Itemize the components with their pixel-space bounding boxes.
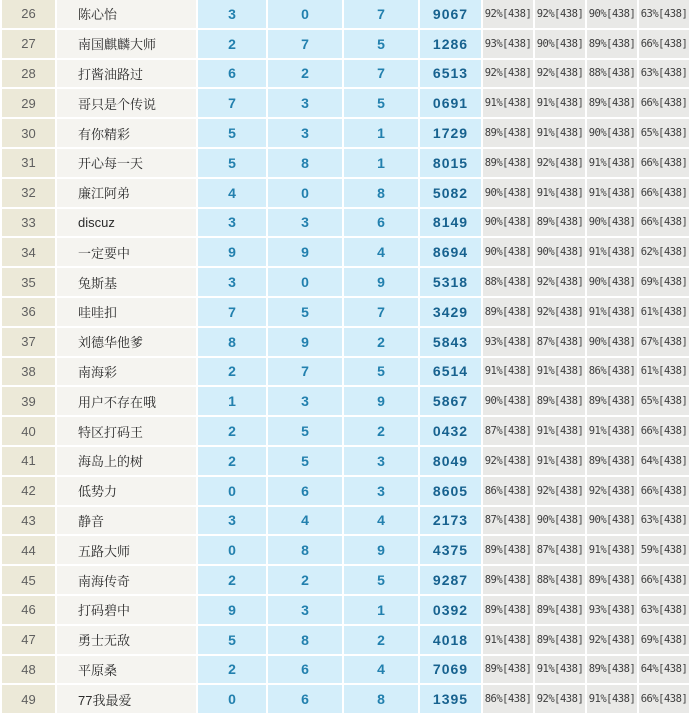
- player-name-cell: 勇士无敌: [57, 626, 196, 654]
- pick4-cell: 8149: [420, 209, 481, 237]
- stat-4-cell: 66%[438]: [639, 685, 689, 713]
- stat-3-cell: 91%[438]: [587, 417, 637, 445]
- digit-2-cell: 3: [268, 209, 342, 237]
- stat-3-cell: 89%[438]: [587, 30, 637, 58]
- rank-cell: 32: [2, 179, 55, 207]
- stat-4-cell: 66%[438]: [639, 477, 689, 505]
- table-row: [2, 656, 689, 684]
- pick4-cell: 1286: [420, 30, 481, 58]
- rank-cell: 40: [2, 417, 55, 445]
- stat-2-cell: 89%[438]: [535, 626, 585, 654]
- player-name-cell: 用户不存在哦: [57, 387, 196, 415]
- pick4-cell: 6513: [420, 60, 481, 88]
- digit-1-cell: 2: [198, 656, 266, 684]
- rank-cell: 47: [2, 626, 55, 654]
- digit-1-cell: 2: [198, 566, 266, 594]
- rank-cell: 45: [2, 566, 55, 594]
- rank-cell: 29: [2, 89, 55, 117]
- digit-2-cell: 0: [268, 179, 342, 207]
- digit-3-cell: 4: [344, 507, 418, 535]
- stat-3-cell: 89%[438]: [587, 447, 637, 475]
- pick4-cell: 8049: [420, 447, 481, 475]
- digit-3-cell: 4: [344, 238, 418, 266]
- stat-2-cell: 91%[438]: [535, 447, 585, 475]
- digit-1-cell: 7: [198, 89, 266, 117]
- digit-2-cell: 5: [268, 447, 342, 475]
- stat-4-cell: 62%[438]: [639, 238, 689, 266]
- player-name-cell: 兔斯基: [57, 268, 196, 296]
- stat-3-cell: 90%[438]: [587, 328, 637, 356]
- rank-cell: 46: [2, 596, 55, 624]
- stat-3-cell: 90%[438]: [587, 209, 637, 237]
- table-row: [2, 417, 689, 445]
- pick4-cell: 0432: [420, 417, 481, 445]
- stat-2-cell: 89%[438]: [535, 387, 585, 415]
- rank-cell: 33: [2, 209, 55, 237]
- digit-3-cell: 1: [344, 119, 418, 147]
- stat-1-cell: 89%[438]: [483, 298, 533, 326]
- stat-2-cell: 92%[438]: [535, 298, 585, 326]
- digit-1-cell: 0: [198, 477, 266, 505]
- digit-1-cell: 3: [198, 209, 266, 237]
- stat-1-cell: 91%[438]: [483, 358, 533, 386]
- digit-1-cell: 2: [198, 417, 266, 445]
- stat-4-cell: 66%[438]: [639, 417, 689, 445]
- digit-1-cell: 4: [198, 179, 266, 207]
- stat-3-cell: 89%[438]: [587, 89, 637, 117]
- stat-2-cell: 91%[438]: [535, 119, 585, 147]
- player-name-cell: 哥只是个传说: [57, 89, 196, 117]
- digit-2-cell: 3: [268, 119, 342, 147]
- player-name-cell: 有你精彩: [57, 119, 196, 147]
- pick4-cell: 2173: [420, 507, 481, 535]
- player-name-cell: 哇哇扣: [57, 298, 196, 326]
- digit-2-cell: 7: [268, 30, 342, 58]
- stat-3-cell: 91%[438]: [587, 238, 637, 266]
- pick4-cell: 1729: [420, 119, 481, 147]
- stat-4-cell: 63%[438]: [639, 596, 689, 624]
- digit-1-cell: 9: [198, 238, 266, 266]
- digit-3-cell: 5: [344, 89, 418, 117]
- player-name-cell: 廉江阿弟: [57, 179, 196, 207]
- table-row: [2, 89, 689, 117]
- stat-3-cell: 89%[438]: [587, 656, 637, 684]
- pick4-cell: 3429: [420, 298, 481, 326]
- stat-1-cell: 89%[438]: [483, 536, 533, 564]
- digit-2-cell: 9: [268, 328, 342, 356]
- stat-1-cell: 90%[438]: [483, 387, 533, 415]
- pick4-cell: 1395: [420, 685, 481, 713]
- rank-cell: 43: [2, 507, 55, 535]
- player-name-cell: 打酱油路过: [57, 60, 196, 88]
- digit-2-cell: 4: [268, 507, 342, 535]
- ranking-table-body: [2, 0, 689, 713]
- digit-1-cell: 2: [198, 358, 266, 386]
- pick4-cell: 0392: [420, 596, 481, 624]
- digit-2-cell: 0: [268, 0, 342, 28]
- stat-1-cell: 89%[438]: [483, 596, 533, 624]
- stat-2-cell: 92%[438]: [535, 60, 585, 88]
- table-row: [2, 536, 689, 564]
- stat-2-cell: 90%[438]: [535, 507, 585, 535]
- digit-3-cell: 9: [344, 536, 418, 564]
- digit-2-cell: 6: [268, 685, 342, 713]
- rank-cell: 39: [2, 387, 55, 415]
- stat-3-cell: 92%[438]: [587, 626, 637, 654]
- player-name-cell: 南国麒麟大师: [57, 30, 196, 58]
- digit-2-cell: 5: [268, 417, 342, 445]
- player-name-cell: 平原桑: [57, 656, 196, 684]
- digit-1-cell: 5: [198, 149, 266, 177]
- stat-3-cell: 90%[438]: [587, 119, 637, 147]
- rank-cell: 30: [2, 119, 55, 147]
- player-name-cell: 陈心怡: [57, 0, 196, 28]
- rank-cell: 44: [2, 536, 55, 564]
- stat-3-cell: 86%[438]: [587, 358, 637, 386]
- digit-1-cell: 3: [198, 0, 266, 28]
- stat-3-cell: 89%[438]: [587, 387, 637, 415]
- digit-1-cell: 5: [198, 119, 266, 147]
- pick4-cell: 5082: [420, 179, 481, 207]
- stat-2-cell: 87%[438]: [535, 536, 585, 564]
- pick4-cell: 5318: [420, 268, 481, 296]
- stat-3-cell: 90%[438]: [587, 507, 637, 535]
- stat-2-cell: 91%[438]: [535, 656, 585, 684]
- pick4-cell: 6514: [420, 358, 481, 386]
- player-name-cell: 静音: [57, 507, 196, 535]
- digit-2-cell: 6: [268, 477, 342, 505]
- table-row: [2, 238, 689, 266]
- stat-4-cell: 69%[438]: [639, 268, 689, 296]
- digit-2-cell: 8: [268, 536, 342, 564]
- digit-2-cell: 5: [268, 298, 342, 326]
- rank-cell: 35: [2, 268, 55, 296]
- stat-3-cell: 91%[438]: [587, 179, 637, 207]
- digit-3-cell: 4: [344, 656, 418, 684]
- stat-1-cell: 91%[438]: [483, 89, 533, 117]
- player-name-cell: 五路大师: [57, 536, 196, 564]
- pick4-cell: 9287: [420, 566, 481, 594]
- digit-1-cell: 9: [198, 596, 266, 624]
- digit-1-cell: 0: [198, 685, 266, 713]
- digit-3-cell: 3: [344, 447, 418, 475]
- digit-3-cell: 7: [344, 60, 418, 88]
- pick4-cell: 4375: [420, 536, 481, 564]
- player-name-cell: 一定要中: [57, 238, 196, 266]
- rank-cell: 31: [2, 149, 55, 177]
- digit-3-cell: 2: [344, 626, 418, 654]
- digit-1-cell: 1: [198, 387, 266, 415]
- table-row: [2, 60, 689, 88]
- stat-4-cell: 69%[438]: [639, 626, 689, 654]
- digit-3-cell: 1: [344, 596, 418, 624]
- table-row: [2, 119, 689, 147]
- table-row: [2, 626, 689, 654]
- stat-3-cell: 90%[438]: [587, 268, 637, 296]
- digit-2-cell: 3: [268, 387, 342, 415]
- stat-1-cell: 89%[438]: [483, 119, 533, 147]
- digit-1-cell: 5: [198, 626, 266, 654]
- stat-3-cell: 92%[438]: [587, 477, 637, 505]
- stat-3-cell: 91%[438]: [587, 536, 637, 564]
- stat-1-cell: 90%[438]: [483, 179, 533, 207]
- stat-1-cell: 89%[438]: [483, 149, 533, 177]
- stat-2-cell: 91%[438]: [535, 89, 585, 117]
- stat-4-cell: 64%[438]: [639, 656, 689, 684]
- rank-cell: 49: [2, 685, 55, 713]
- digit-2-cell: 6: [268, 656, 342, 684]
- stat-2-cell: 89%[438]: [535, 209, 585, 237]
- player-name-cell: 开心每一天: [57, 149, 196, 177]
- stat-2-cell: 91%[438]: [535, 358, 585, 386]
- stat-3-cell: 88%[438]: [587, 60, 637, 88]
- digit-2-cell: 2: [268, 566, 342, 594]
- stat-3-cell: 90%[438]: [587, 0, 637, 28]
- table-row: [2, 358, 689, 386]
- digit-3-cell: 5: [344, 358, 418, 386]
- digit-1-cell: 2: [198, 30, 266, 58]
- table-row: [2, 447, 689, 475]
- table-row: [2, 387, 689, 415]
- digit-1-cell: 8: [198, 328, 266, 356]
- digit-2-cell: 8: [268, 149, 342, 177]
- stat-1-cell: 86%[438]: [483, 477, 533, 505]
- digit-2-cell: 8: [268, 626, 342, 654]
- stat-3-cell: 91%[438]: [587, 685, 637, 713]
- table-row: [2, 149, 689, 177]
- pick4-cell: 7069: [420, 656, 481, 684]
- player-name-cell: 南海彩: [57, 358, 196, 386]
- digit-3-cell: 7: [344, 0, 418, 28]
- rank-cell: 26: [2, 0, 55, 28]
- table-row: [2, 477, 689, 505]
- table-row: [2, 298, 689, 326]
- table-row: [2, 30, 689, 58]
- stat-2-cell: 87%[438]: [535, 328, 585, 356]
- player-name-cell: 南海传奇: [57, 566, 196, 594]
- digit-2-cell: 3: [268, 89, 342, 117]
- stat-4-cell: 66%[438]: [639, 209, 689, 237]
- stat-1-cell: 90%[438]: [483, 209, 533, 237]
- stat-1-cell: 92%[438]: [483, 447, 533, 475]
- stat-4-cell: 66%[438]: [639, 179, 689, 207]
- rank-cell: 38: [2, 358, 55, 386]
- stat-1-cell: 92%[438]: [483, 0, 533, 28]
- stat-1-cell: 89%[438]: [483, 566, 533, 594]
- stat-1-cell: 93%[438]: [483, 30, 533, 58]
- digit-3-cell: 7: [344, 298, 418, 326]
- table-row: [2, 507, 689, 535]
- stat-2-cell: 89%[438]: [535, 596, 585, 624]
- rank-cell: 36: [2, 298, 55, 326]
- table-row: [2, 179, 689, 207]
- stat-2-cell: 92%[438]: [535, 268, 585, 296]
- stat-4-cell: 66%[438]: [639, 30, 689, 58]
- pick4-cell: 5867: [420, 387, 481, 415]
- digit-3-cell: 5: [344, 566, 418, 594]
- stat-2-cell: 92%[438]: [535, 0, 585, 28]
- player-name-cell: 特区打码王: [57, 417, 196, 445]
- player-name-cell: discuz: [57, 209, 196, 237]
- digit-3-cell: 8: [344, 685, 418, 713]
- digit-1-cell: 2: [198, 447, 266, 475]
- stat-1-cell: 87%[438]: [483, 507, 533, 535]
- stat-4-cell: 64%[438]: [639, 447, 689, 475]
- digit-1-cell: 7: [198, 298, 266, 326]
- stat-3-cell: 91%[438]: [587, 298, 637, 326]
- stat-4-cell: 65%[438]: [639, 119, 689, 147]
- stat-1-cell: 90%[438]: [483, 238, 533, 266]
- digit-3-cell: 3: [344, 477, 418, 505]
- stat-4-cell: 66%[438]: [639, 566, 689, 594]
- stat-2-cell: 90%[438]: [535, 30, 585, 58]
- rank-cell: 28: [2, 60, 55, 88]
- pick4-cell: 8605: [420, 477, 481, 505]
- stat-4-cell: 63%[438]: [639, 507, 689, 535]
- stat-3-cell: 91%[438]: [587, 149, 637, 177]
- stat-4-cell: 61%[438]: [639, 298, 689, 326]
- stat-1-cell: 91%[438]: [483, 626, 533, 654]
- digit-1-cell: 3: [198, 268, 266, 296]
- player-name-cell: 海岛上的树: [57, 447, 196, 475]
- stat-4-cell: 67%[438]: [639, 328, 689, 356]
- digit-2-cell: 9: [268, 238, 342, 266]
- digit-2-cell: 3: [268, 596, 342, 624]
- stat-4-cell: 66%[438]: [639, 89, 689, 117]
- player-name-cell: 低势力: [57, 477, 196, 505]
- player-name-cell: 刘德华他爹: [57, 328, 196, 356]
- stat-4-cell: 61%[438]: [639, 358, 689, 386]
- stat-4-cell: 63%[438]: [639, 60, 689, 88]
- digit-3-cell: 9: [344, 387, 418, 415]
- stat-1-cell: 93%[438]: [483, 328, 533, 356]
- stat-4-cell: 65%[438]: [639, 387, 689, 415]
- stat-2-cell: 92%[438]: [535, 685, 585, 713]
- digit-2-cell: 2: [268, 60, 342, 88]
- digit-3-cell: 2: [344, 328, 418, 356]
- digit-1-cell: 0: [198, 536, 266, 564]
- table-row: [2, 268, 689, 296]
- digit-3-cell: 6: [344, 209, 418, 237]
- rank-cell: 27: [2, 30, 55, 58]
- digit-3-cell: 9: [344, 268, 418, 296]
- stat-2-cell: 91%[438]: [535, 417, 585, 445]
- rank-cell: 41: [2, 447, 55, 475]
- player-name-cell: 77我最爱: [57, 685, 196, 713]
- stat-1-cell: 89%[438]: [483, 656, 533, 684]
- digit-1-cell: 6: [198, 60, 266, 88]
- digit-3-cell: 5: [344, 30, 418, 58]
- rank-cell: 48: [2, 656, 55, 684]
- stat-2-cell: 92%[438]: [535, 477, 585, 505]
- table-row: [2, 596, 689, 624]
- stat-2-cell: 88%[438]: [535, 566, 585, 594]
- digit-3-cell: 1: [344, 149, 418, 177]
- rank-cell: 34: [2, 238, 55, 266]
- stat-2-cell: 92%[438]: [535, 149, 585, 177]
- table-row: [2, 0, 689, 28]
- stat-3-cell: 89%[438]: [587, 566, 637, 594]
- digit-2-cell: 0: [268, 268, 342, 296]
- pick4-cell: 0691: [420, 89, 481, 117]
- stat-4-cell: 63%[438]: [639, 0, 689, 28]
- pick4-cell: 4018: [420, 626, 481, 654]
- stat-2-cell: 90%[438]: [535, 238, 585, 266]
- stat-4-cell: 59%[438]: [639, 536, 689, 564]
- stat-1-cell: 87%[438]: [483, 417, 533, 445]
- pick4-cell: 9067: [420, 0, 481, 28]
- pick4-cell: 8015: [420, 149, 481, 177]
- rank-cell: 37: [2, 328, 55, 356]
- pick4-cell: 5843: [420, 328, 481, 356]
- digit-3-cell: 2: [344, 417, 418, 445]
- player-name-cell: 打码碧中: [57, 596, 196, 624]
- table-row: [2, 209, 689, 237]
- table-row: [2, 328, 689, 356]
- digit-3-cell: 8: [344, 179, 418, 207]
- stat-1-cell: 86%[438]: [483, 685, 533, 713]
- stat-1-cell: 92%[438]: [483, 60, 533, 88]
- digit-1-cell: 3: [198, 507, 266, 535]
- rank-cell: 42: [2, 477, 55, 505]
- stat-3-cell: 93%[438]: [587, 596, 637, 624]
- table-row: [2, 566, 689, 594]
- table-row: [2, 685, 689, 713]
- digit-2-cell: 7: [268, 358, 342, 386]
- stat-2-cell: 91%[438]: [535, 179, 585, 207]
- pick4-cell: 8694: [420, 238, 481, 266]
- stat-1-cell: 88%[438]: [483, 268, 533, 296]
- stat-4-cell: 66%[438]: [639, 149, 689, 177]
